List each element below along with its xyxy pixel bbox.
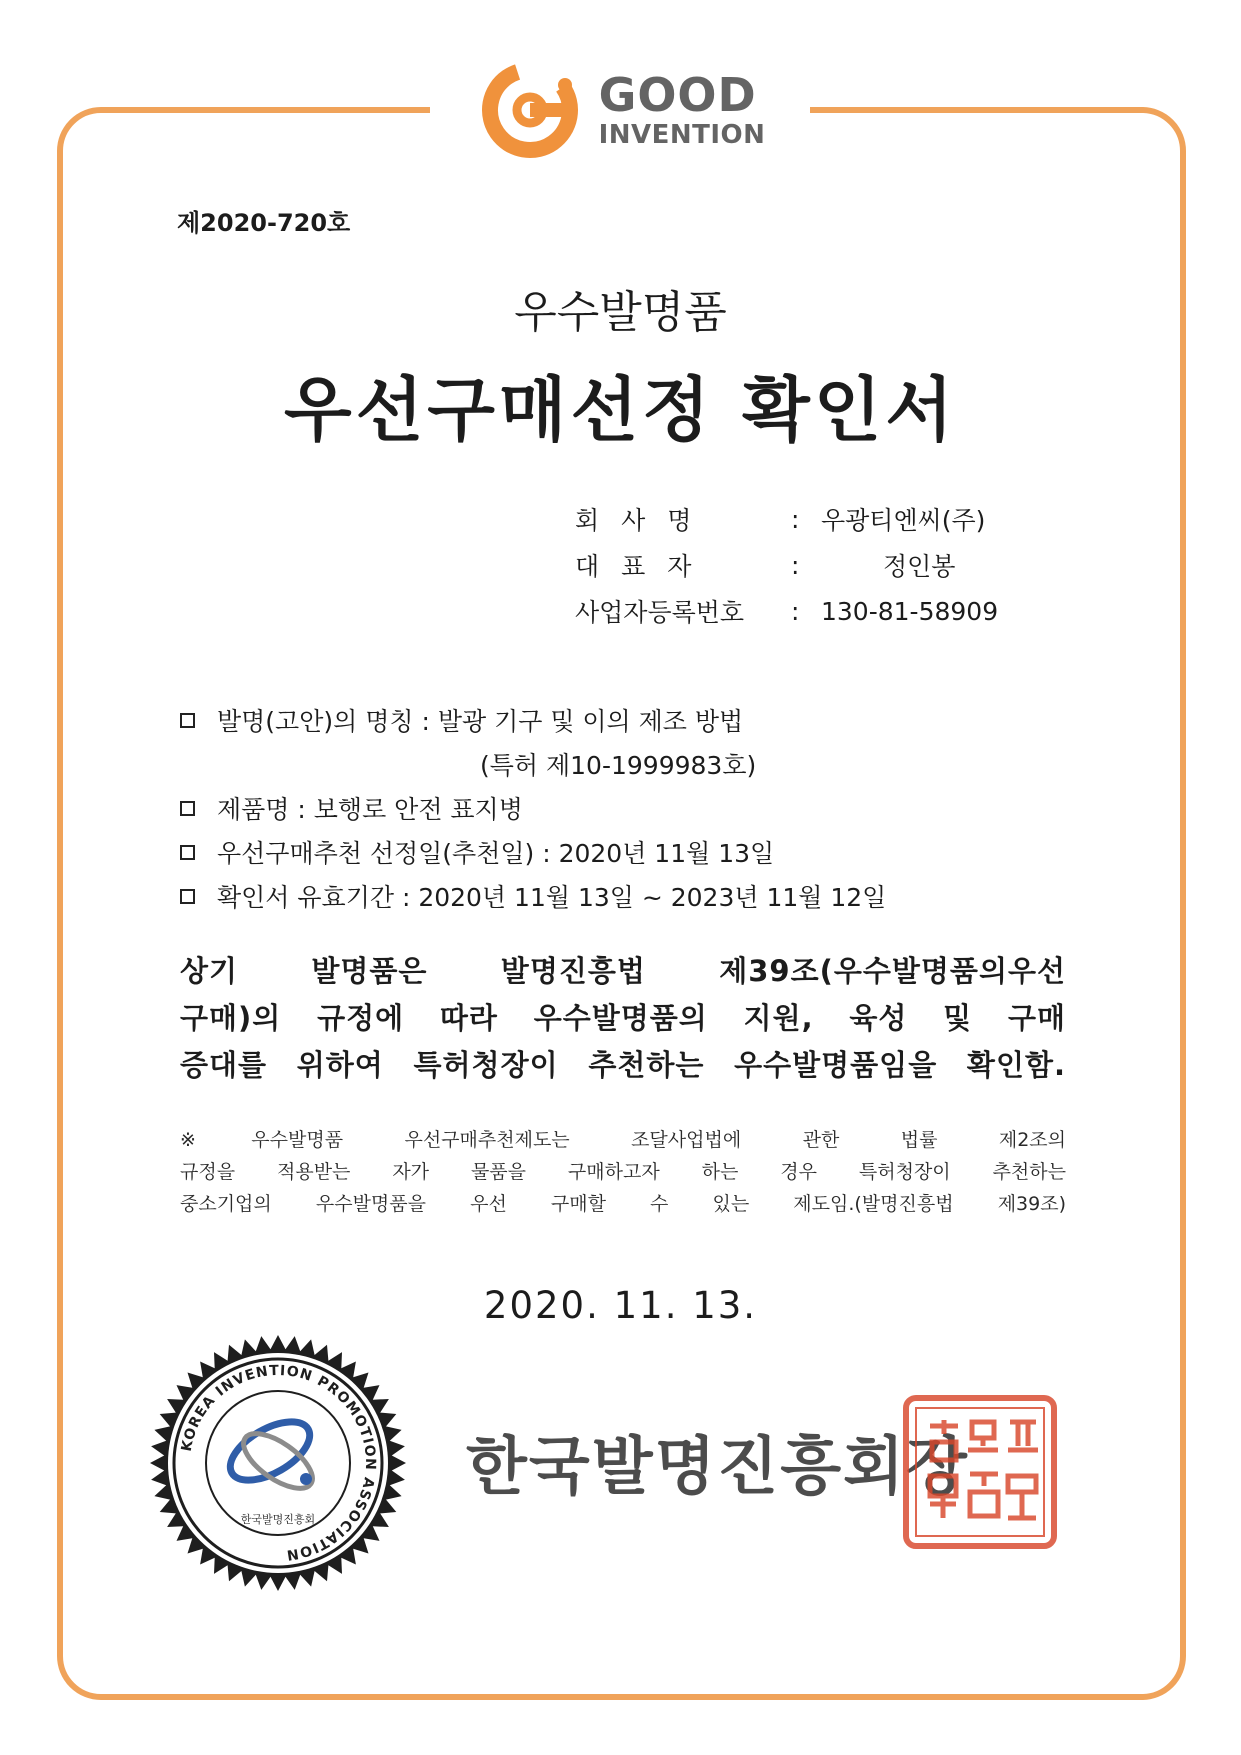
- checkbox-icon: [180, 889, 195, 904]
- invention-details: [180, 698, 886, 918]
- representative-value: 정인봉: [883, 552, 956, 581]
- recommendation-date: 우선구매추천 선정일(추천일) : 2020년 11월 13일: [217, 839, 775, 868]
- good-invention-logo-icon: [475, 55, 585, 165]
- association-seal-icon: [148, 1333, 408, 1593]
- title-heading: 우선구매선정 확인서: [284, 369, 957, 451]
- official-stamp-icon: [900, 1392, 1060, 1552]
- company-name-row: [575, 496, 998, 542]
- business-number-row: [575, 588, 998, 634]
- note-line: 규정을 적용받는 자가 물품을 구매하고자 하는 경우 특허청장이 추천하는: [180, 1161, 1066, 1183]
- product-name: 제품명 : 보행로 안전 표지병: [217, 795, 523, 824]
- representative-row: [575, 542, 998, 588]
- good-invention-logo: [430, 56, 810, 164]
- representative-label: 대표자: [575, 552, 714, 581]
- note-line: 중소기업의 우수발명품을 우선 구매할 수 있는 제도임.(발명진흥법 제39조): [180, 1193, 1066, 1215]
- company-info: [575, 496, 998, 634]
- logo-line1: GOOD: [598, 68, 757, 122]
- list-item: [180, 830, 886, 874]
- title-subheading: 우수발명품: [514, 287, 727, 338]
- seal-ring-text: KOREA INVENTION PROMOTION ASSOCIATION: [178, 1362, 379, 1563]
- invention-title: 발명(고안)의 명칭 : 발광 기구 및 이의 제조 방법: [217, 707, 744, 736]
- checkbox-icon: [180, 713, 195, 728]
- validity-period: 확인서 유효기간 : 2020년 11월 13일 ~ 2023년 11월 12일: [217, 883, 887, 912]
- colon: :: [791, 504, 800, 534]
- seal-inner-text: 한국발명진흥회: [240, 1513, 316, 1526]
- colon: :: [791, 596, 800, 626]
- list-item: [180, 742, 886, 786]
- statement-line: 상기 발명품은 발명진흥법 제39조(우수발명품의우선: [180, 954, 1066, 988]
- checkbox-icon: [180, 845, 195, 860]
- patent-number: (특허 제10-1999983호): [480, 751, 757, 780]
- company-name-label: 회사명: [575, 506, 714, 535]
- company-name-value: 우광티엔씨(주): [821, 506, 986, 535]
- list-item: [180, 874, 886, 918]
- colon: :: [791, 550, 800, 580]
- statement-line: 구매)의 규정에 따라 우수발명품의 지원, 육성 및 구매: [180, 1001, 1066, 1035]
- logo-line2: INVENTION: [598, 120, 766, 150]
- list-item: [180, 786, 886, 830]
- checkbox-icon: [180, 801, 195, 816]
- issue-date: 2020. 11. 13.: [483, 1284, 758, 1327]
- business-number-value: 130-81-58909: [821, 596, 999, 626]
- confirmation-statement: [180, 948, 1066, 1089]
- business-number-label: 사업자등록번호: [575, 598, 745, 627]
- footnote: [180, 1124, 1066, 1220]
- statement-line: 증대를 위하여 특허청장이 추천하는 우수발명품임을 확인함.: [180, 1048, 1066, 1082]
- issuer-name: 한국발명진흥회장: [466, 1430, 969, 1503]
- note-line: ※우수발명품 우선구매추천제도는 조달사업법에 관한 법률 제2조의: [180, 1129, 1066, 1151]
- certificate-number: 제2020-720호: [177, 209, 351, 237]
- list-item: [180, 698, 886, 742]
